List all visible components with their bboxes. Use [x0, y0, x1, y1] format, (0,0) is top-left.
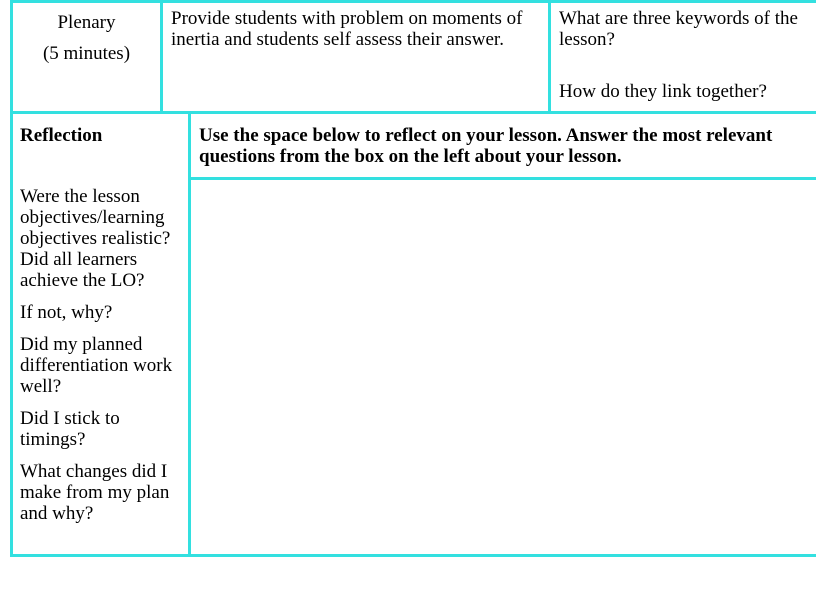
activity-cell — [171, 8, 543, 50]
reflection-prompts-cell — [20, 186, 184, 524]
top-table-bottom-border — [10, 111, 816, 114]
question-keywords: What are three keywords of the lesson? — [559, 8, 798, 50]
prompt-timings: Did I stick to timings? — [20, 408, 120, 450]
reflection-table-bottom-border — [10, 554, 816, 557]
top-table-divider-1 — [160, 0, 163, 114]
questions-cell — [559, 8, 811, 102]
activity-text: Provide students with problem on moments of inertia and students self assess their answer. — [171, 8, 523, 50]
plenary-title: Plenary — [57, 12, 116, 33]
top-table-divider-2 — [548, 0, 551, 114]
prompt-if-not: If not, why? — [20, 302, 113, 323]
prompt-changes: What changes did I make from my plan and why? — [20, 461, 170, 524]
prompt-differentiation: Did my planned differentiation work well? — [20, 334, 173, 397]
reflection-instruction-cell — [199, 125, 799, 167]
reflection-heading-cell — [20, 125, 185, 146]
top-table-top-border — [10, 0, 816, 3]
prompt-objectives: Were the lesson objectives/learning objectives realistic? Did all learners achieve the LO? — [20, 186, 171, 291]
plenary-duration: (5 minutes) — [42, 43, 131, 64]
reflection-table-left-border — [10, 114, 13, 557]
reflection-instruction: Use the space below to reflect on your lesson. Answer the most relevant questions from the box on the left about your lesson. — [199, 125, 773, 167]
plenary-cell — [13, 12, 160, 64]
reflection-heading: Reflection — [20, 125, 103, 146]
reflection-answer-area[interactable] — [191, 180, 816, 554]
question-link: How do they link together? — [559, 81, 767, 102]
